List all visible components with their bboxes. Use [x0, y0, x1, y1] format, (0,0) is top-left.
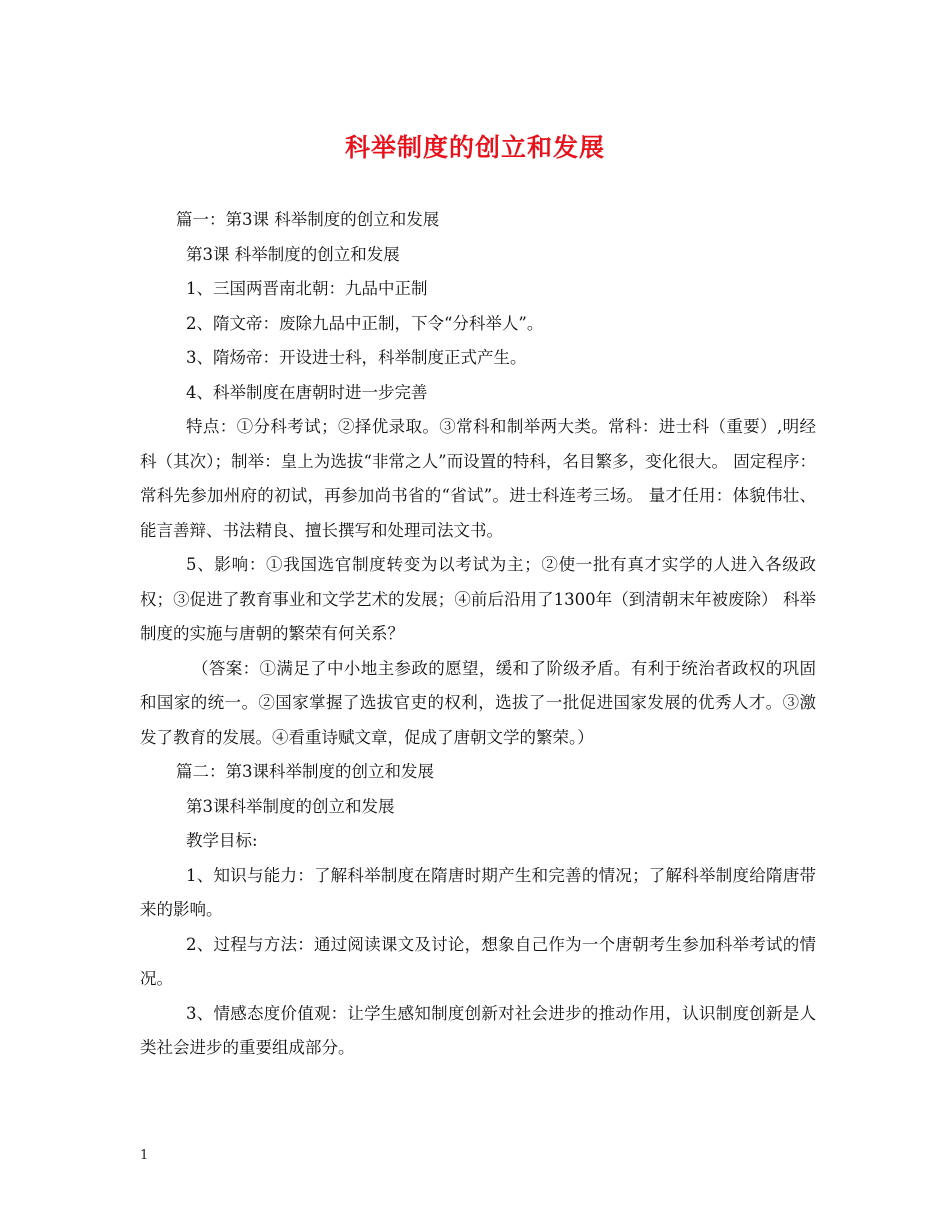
paragraph-item-1: 1、三国两晋南北朝：九品中正制	[186, 279, 428, 298]
lesson-title-1: 第3课 科举制度的创立和发展	[186, 244, 400, 264]
section-heading-1: 篇一：第3课 科举制度的创立和发展	[176, 210, 440, 229]
section-heading-2: 篇二：第3课科举制度的创立和发展	[176, 762, 434, 781]
document-title: 科举制度的创立和发展	[344, 133, 605, 162]
paragraph-features: 特点：①分科考试；②择优录取。③常科和制举两大类。常科：进士科（重要）,明经科（其次）；制举：皇上为选拔“非常之人”而设置的特科，名目繁多，变化很大。 固定程序：常科先参加州府的初试，再参加尚书省的“省试”。进士科连考三场。 量才任用：体貌伟壮、能言善辩、书法精良、擅长撰写和处理司法文书。	[140, 417, 816, 540]
paragraph-influence: 5、影响：①我国选官制度转变为以考试为主；②使一批有真才实学的人进入各级政权；③促进了教育事业和文学艺术的发展；④前后沿用了1300年（到清朝末年被废除） 科举制度的实施与唐朝的繁荣有何关系？	[140, 555, 816, 643]
paragraph-item-2: 2、隋文帝：废除九品中正制，下令“分科举人”。	[186, 313, 544, 333]
document-body	[140, 203, 816, 1066]
lesson-title-2: 第3课科举制度的创立和发展	[186, 796, 395, 816]
goal-attitude: 3、情感态度价值观：让学生感知制度创新对社会进步的推动作用，认识制度创新是人类社会进步的重要组成部分。	[140, 1003, 816, 1057]
teaching-goals-heading: 教学目标:	[186, 831, 258, 850]
paragraph-item-3: 3、隋炀帝：开设进士科，科举制度正式产生。	[186, 348, 527, 367]
paragraph-item-4: 4、科举制度在唐朝时进一步完善	[186, 382, 428, 402]
goal-knowledge: 1、知识与能力：了解科举制度在隋唐时期产生和完善的情况；了解科举制度给隋唐带来的影响。	[140, 865, 816, 919]
paragraph-answer: （答案：①满足了中小地主参政的愿望，缓和了阶级矛盾。有利于统治者政权的巩固和国家的统一。②国家掌握了选拔官吏的权利，选拔了一批促进国家发展的优秀人才。③激发了教育的发展。④看重诗赋文章，促成了唐朝文学的繁荣。）	[140, 658, 816, 747]
goal-process: 2、过程与方法：通过阅读课文及讨论，想象自己作为一个唐朝考生参加科举考试的情况。	[140, 934, 816, 988]
page-number: 1	[140, 1148, 149, 1163]
